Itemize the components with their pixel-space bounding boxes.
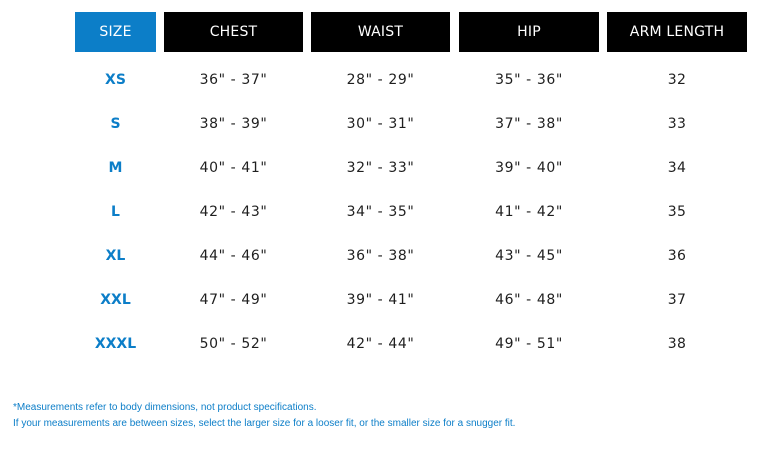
size-cell: XL (105, 248, 126, 264)
waist-cell: 39" - 41" (346, 292, 415, 308)
arm-length-cell: 33 (667, 116, 687, 132)
arm-length-cell: 38 (667, 336, 687, 352)
size-cell: S (110, 116, 121, 132)
table-row (0, 190, 773, 234)
chest-cell: 47" - 49" (199, 292, 268, 308)
chest-cell: 36" - 37" (199, 72, 268, 88)
size-cell: M (108, 160, 123, 176)
waist-cell: 32" - 33" (346, 160, 415, 176)
hip-cell: 49" - 51" (495, 336, 563, 352)
size-cell: XXL (100, 292, 131, 308)
arm-length-cell: 35 (667, 204, 687, 220)
arm-length-cell: 36 (667, 248, 687, 264)
waist-cell: 28" - 29" (346, 72, 415, 88)
chest-cell: 50" - 52" (199, 336, 268, 352)
table-row (0, 322, 773, 366)
hip-cell: 35" - 36" (495, 72, 563, 88)
waist-cell: 34" - 35" (346, 204, 415, 220)
footnotes (13, 400, 763, 432)
hip-cell: 39" - 40" (495, 160, 563, 176)
hip-cell: 46" - 48" (495, 292, 563, 308)
size-chart-header (0, 12, 773, 52)
waist-cell: 30" - 31" (346, 116, 415, 132)
header-arm-length: ARM LENGTH (607, 12, 747, 52)
footnote-measurements: *Measurements refer to body dimensions, not product specifications. (13, 402, 317, 413)
arm-length-cell: 37 (667, 292, 687, 308)
table-row (0, 58, 773, 102)
hip-cell: 43" - 45" (495, 248, 563, 264)
table-row (0, 234, 773, 278)
header-waist: WAIST (311, 12, 450, 52)
size-cell: XS (105, 72, 126, 88)
footnote-fit-advice: If your measurements are between sizes, select the larger size for a looser fit, or the smaller size for a snugger fit. (13, 418, 516, 429)
arm-length-cell: 32 (667, 72, 687, 88)
size-cell: L (111, 204, 120, 220)
arm-length-cell: 34 (667, 160, 687, 176)
waist-cell: 36" - 38" (346, 248, 415, 264)
chest-cell: 44" - 46" (199, 248, 268, 264)
header-size: SIZE (75, 12, 156, 52)
hip-cell: 41" - 42" (495, 204, 563, 220)
hip-cell: 37" - 38" (495, 116, 563, 132)
table-row (0, 146, 773, 190)
header-hip: HIP (459, 12, 599, 52)
table-row (0, 102, 773, 146)
table-row (0, 278, 773, 322)
chest-cell: 42" - 43" (199, 204, 268, 220)
size-cell: XXXL (94, 336, 137, 352)
chest-cell: 38" - 39" (199, 116, 268, 132)
header-chest: CHEST (164, 12, 303, 52)
chest-cell: 40" - 41" (199, 160, 268, 176)
size-chart-body (0, 58, 773, 366)
waist-cell: 42" - 44" (346, 336, 415, 352)
